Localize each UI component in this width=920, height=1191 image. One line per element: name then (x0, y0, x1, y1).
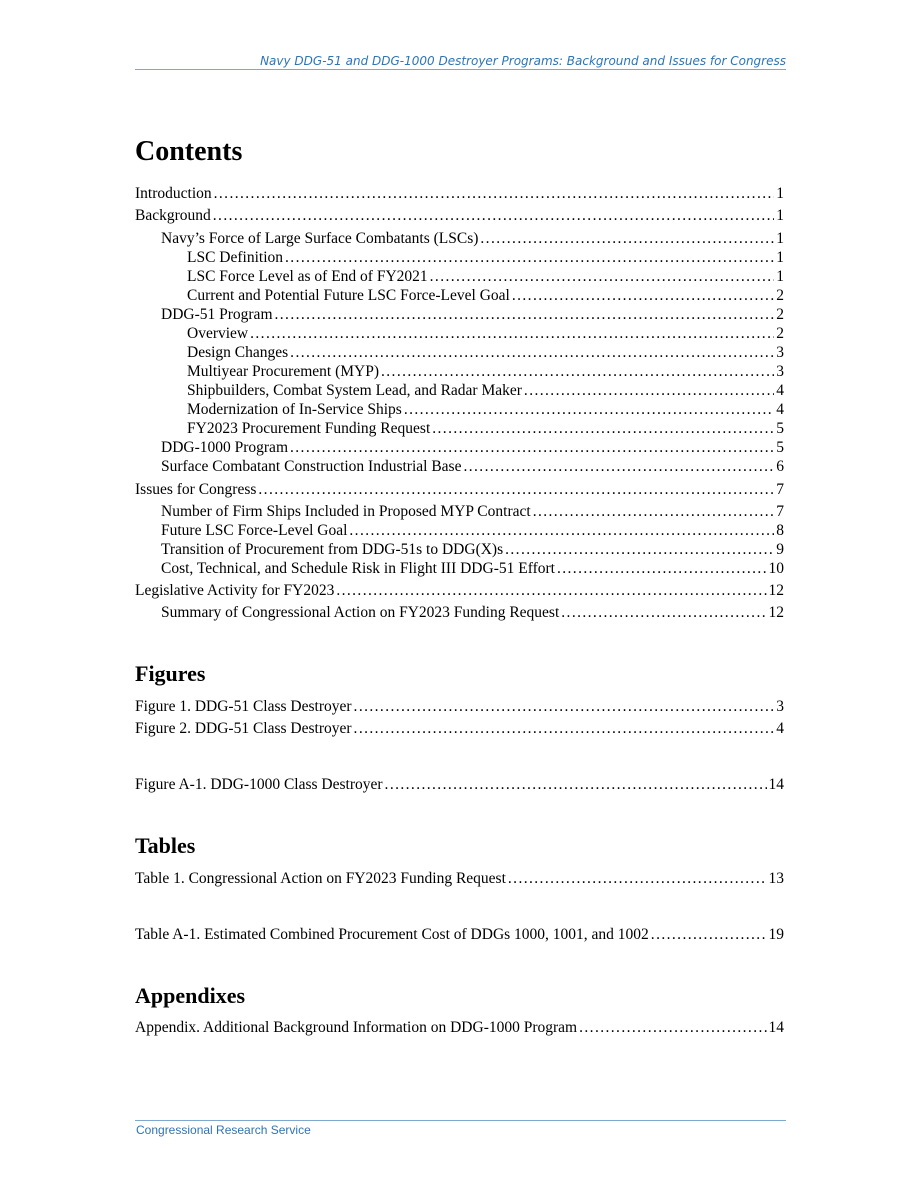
toc-entry-legislative[interactable]: Legislative Activity for FY2023 ..... 12 (135, 580, 784, 600)
toc-entry-shipbuilders[interactable]: Shipbuilders, Combat System Lead, and Radar Maker ..... 4 (187, 380, 784, 400)
toc-entry-overview[interactable]: Overview ..... 2 (187, 323, 784, 343)
toc-entry-design-changes[interactable]: Design Changes ..... 3 (187, 342, 784, 362)
toc-entry-background[interactable]: Background ..... 1 (135, 205, 784, 225)
toc-entry-myp[interactable]: Multiyear Procurement (MYP) ..... 3 (187, 361, 784, 381)
figure-entry-2[interactable]: Figure 2. DDG-51 Class Destroyer ..... 4 (135, 718, 784, 738)
toc-entry-lsc-definition[interactable]: LSC Definition ..... 1 (187, 247, 784, 267)
appendixes-heading: Appendixes (135, 983, 246, 1008)
header-divider (135, 69, 786, 70)
toc-entry-transition[interactable]: Transition of Procurement from DDG-51s to DDG(X)s ..... 9 (161, 539, 784, 559)
toc-entry-risk[interactable]: Cost, Technical, and Schedule Risk in Flight III DDG-51 Effort ..... 10 (161, 558, 784, 578)
toc-entry-issues[interactable]: Issues for Congress ..... 7 (135, 479, 784, 499)
toc-entry-lsc-force[interactable]: Navy’s Force of Large Surface Combatants (LSCs) ..... 1 (161, 228, 784, 248)
toc-entry-future-goal[interactable]: Future LSC Force-Level Goal ..... 8 (161, 520, 784, 540)
toc-entry-fy2023-request[interactable]: FY2023 Procurement Funding Request ..... 5 (187, 418, 784, 438)
appendix-entry[interactable]: Appendix. Additional Background Information on DDG-1000 Program ..... 14 (135, 1017, 784, 1037)
figure-entry-1[interactable]: Figure 1. DDG-51 Class Destroyer ..... 3 (135, 696, 784, 716)
toc-entry-summary[interactable]: Summary of Congressional Action on FY2023 Funding Request ..... 12 (161, 602, 784, 622)
toc-entry-ddg1000-program[interactable]: DDG-1000 Program ..... 5 (161, 437, 784, 457)
toc-entry-modernization[interactable]: Modernization of In-Service Ships ..... 4 (187, 399, 784, 419)
toc-entry-lsc-goal[interactable]: Current and Potential Future LSC Force-Level Goal ..... 2 (187, 285, 784, 305)
figure-entry-a1[interactable]: Figure A-1. DDG-1000 Class Destroyer ..... 14 (135, 774, 784, 794)
table-entry-a1[interactable]: Table A-1. Estimated Combined Procurement Cost of DDGs 1000, 1001, and 1002 ..... 19 (135, 924, 784, 944)
toc-entry-lsc-force-level[interactable]: LSC Force Level as of End of FY2021 ..... 1 (187, 266, 784, 286)
toc-entry-firm-ships[interactable]: Number of Firm Ships Included in Proposed MYP Contract ..... 7 (161, 501, 784, 521)
figures-heading: Figures (135, 661, 206, 686)
toc-entry-industrial-base[interactable]: Surface Combatant Construction Industrial Base ..... 6 (161, 456, 784, 476)
contents-heading: Contents (135, 136, 243, 167)
footer-org: Congressional Research Service (136, 1123, 311, 1137)
running-header-title: Navy DDG-51 and DDG-1000 Destroyer Programs: Background and Issues for Congress (260, 54, 786, 68)
footer-divider (135, 1120, 786, 1121)
toc-entry-introduction[interactable]: Introduction ..... 1 (135, 183, 784, 203)
tables-heading: Tables (135, 833, 196, 858)
toc-entry-ddg51-program[interactable]: DDG-51 Program ..... 2 (161, 304, 784, 324)
table-entry-1[interactable]: Table 1. Congressional Action on FY2023 Funding Request ..... 13 (135, 868, 784, 888)
